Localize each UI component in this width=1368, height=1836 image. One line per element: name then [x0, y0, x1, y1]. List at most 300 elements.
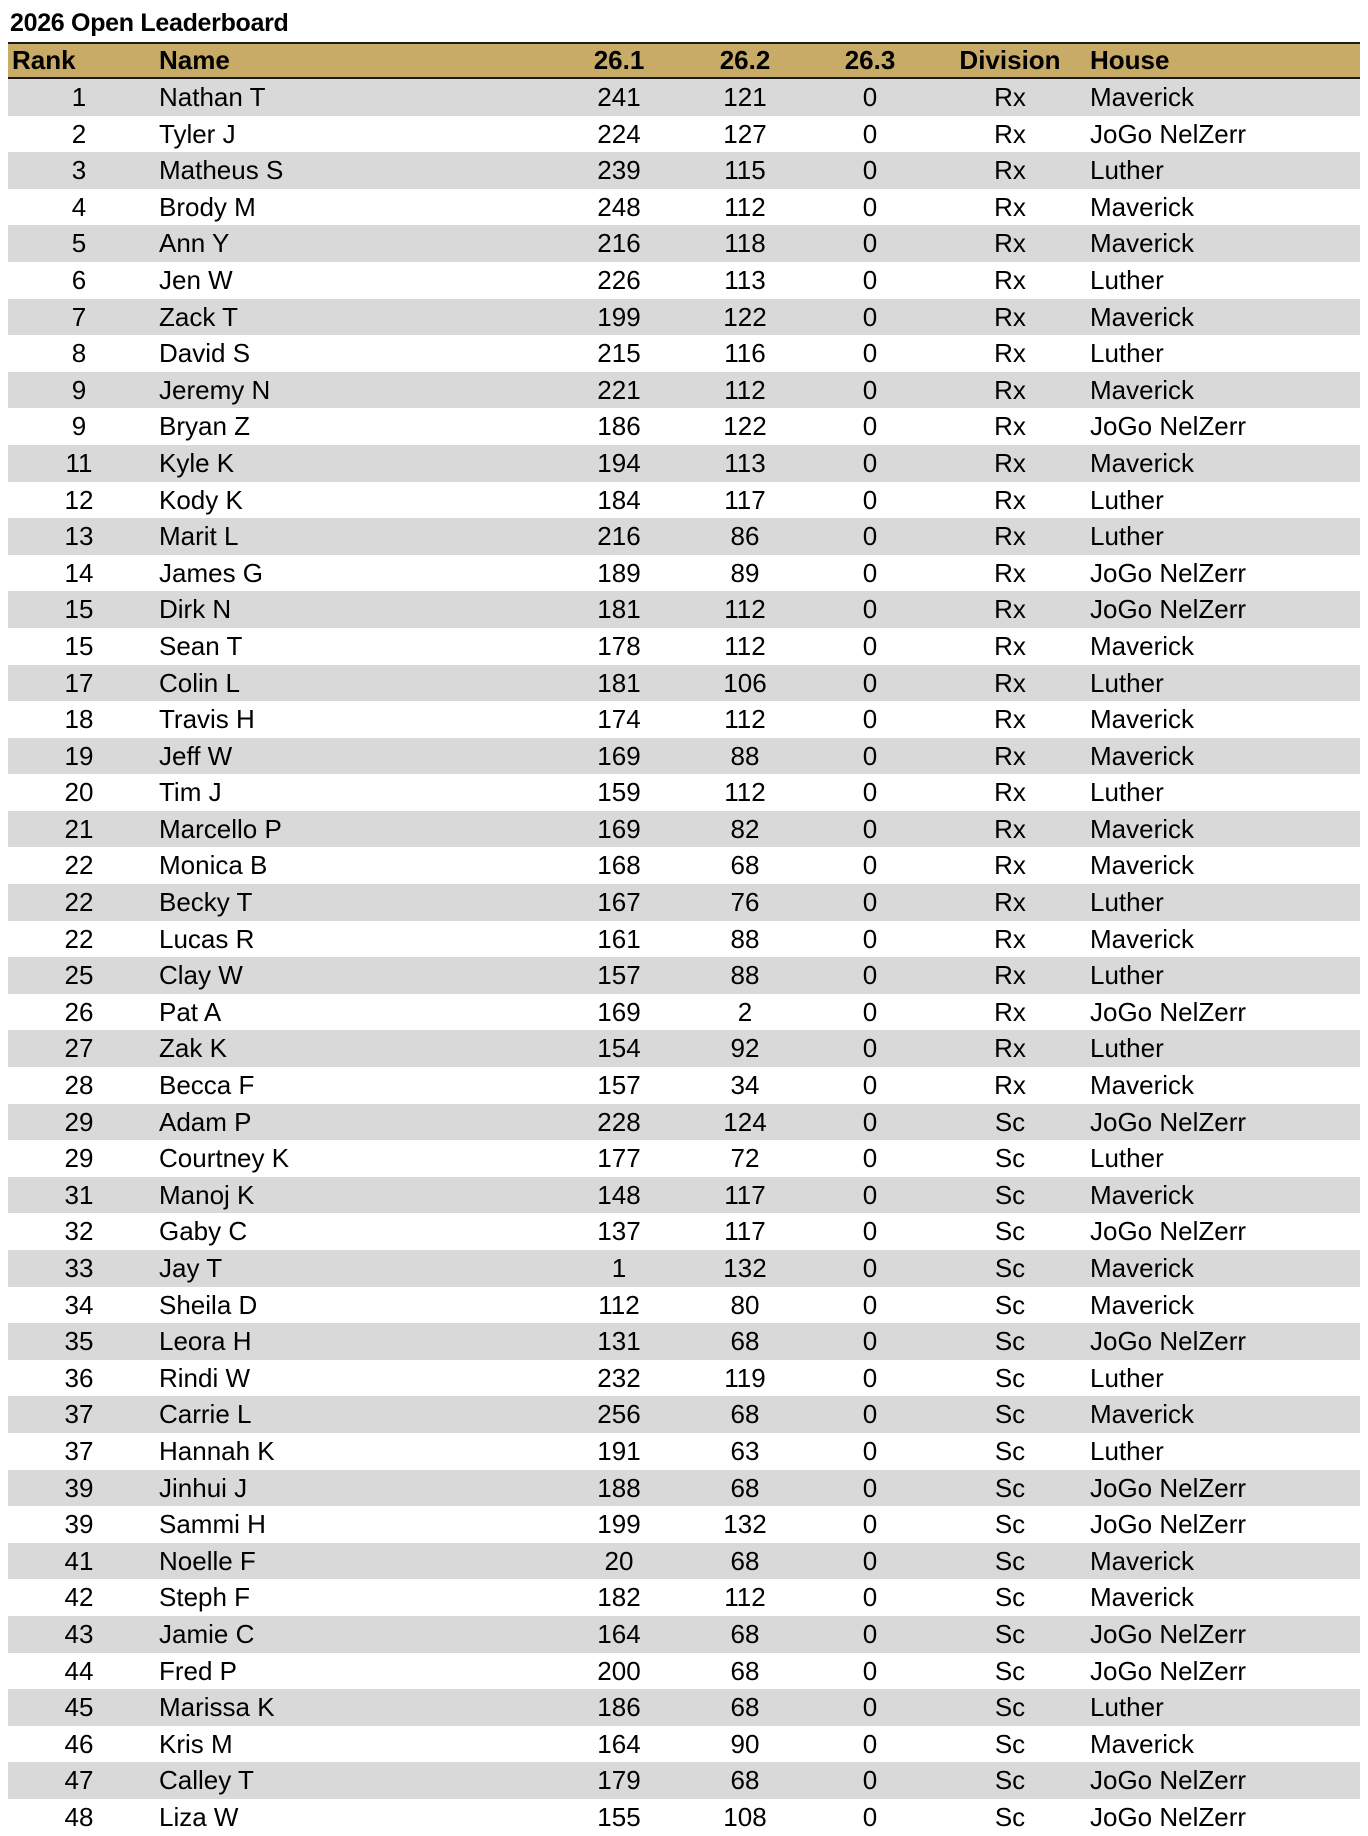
- house-cell: JoGo NelZerr: [1090, 1106, 1247, 1137]
- division-cell: Rx: [994, 813, 1026, 844]
- name-cell: Jeremy N: [159, 374, 271, 405]
- score-26-3-cell: 0: [862, 447, 878, 478]
- table-row[interactable]: [8, 555, 1360, 592]
- name-cell: Pat A: [159, 996, 222, 1027]
- name-cell: Brody M: [159, 191, 256, 222]
- score-26-1-cell: 216: [597, 521, 641, 552]
- house-cell: JoGo NelZerr: [1090, 557, 1247, 588]
- division-cell: Rx: [994, 228, 1026, 259]
- division-cell: Sc: [994, 1692, 1026, 1723]
- name-cell: Calley T: [159, 1765, 254, 1796]
- score-26-3-cell: 0: [862, 850, 878, 881]
- name-cell: Fred P: [159, 1655, 238, 1686]
- rank-cell: 13: [64, 521, 94, 552]
- score-26-1-cell: 228: [597, 1106, 641, 1137]
- house-cell: JoGo NelZerr: [1090, 1472, 1247, 1503]
- table-row[interactable]: [8, 701, 1360, 738]
- score-26-2-cell: 68: [730, 1399, 760, 1430]
- score-26-2-cell: 2: [737, 996, 753, 1027]
- table-row[interactable]: [8, 79, 1360, 116]
- table-row[interactable]: [8, 1104, 1360, 1141]
- score-26-1-cell: 131: [597, 1326, 641, 1357]
- score-26-1-cell: 112: [598, 1289, 640, 1320]
- rank-cell: 15: [64, 594, 94, 625]
- rank-cell: 37: [64, 1399, 94, 1430]
- score-26-2-cell: 88: [730, 923, 760, 954]
- score-26-2-cell: 68: [730, 850, 760, 881]
- score-26-3-cell: 0: [862, 1801, 878, 1832]
- house-cell: Maverick: [1090, 374, 1195, 405]
- house-cell: Maverick: [1090, 1289, 1195, 1320]
- name-cell: Travis H: [159, 704, 255, 735]
- score-26-2-cell: 68: [730, 1692, 760, 1723]
- score-26-2-cell: 132: [723, 1253, 767, 1283]
- score-26-1-cell: 167: [597, 887, 641, 918]
- rank-cell: 28: [64, 1070, 94, 1101]
- division-cell: Rx: [994, 374, 1026, 405]
- table-row[interactable]: [8, 1140, 1360, 1177]
- score-26-1-cell: 169: [597, 740, 641, 771]
- table-row[interactable]: [8, 884, 1360, 921]
- house-cell: Luther: [1090, 264, 1164, 295]
- table-row[interactable]: [8, 1689, 1360, 1726]
- table-row[interactable]: [8, 957, 1360, 994]
- score-26-2-cell: 118: [724, 228, 766, 259]
- table-row[interactable]: [8, 1250, 1360, 1287]
- score-26-3-cell: 0: [862, 1545, 878, 1576]
- table-row[interactable]: [8, 1799, 1360, 1836]
- name-cell: Marcello P: [159, 813, 282, 844]
- division-cell: Rx: [994, 1070, 1026, 1101]
- house-cell: Luther: [1090, 484, 1164, 515]
- division-cell: Rx: [994, 264, 1026, 295]
- score-26-2-cell: 117: [724, 1179, 766, 1210]
- score-26-2-cell: 117: [724, 484, 766, 515]
- score-26-3-cell: 0: [862, 191, 878, 222]
- score-26-2-cell: 68: [730, 1545, 760, 1576]
- score-26-3-cell: 0: [862, 1106, 878, 1137]
- name-cell: Liza W: [159, 1801, 239, 1832]
- score-26-1-cell: 177: [597, 1143, 641, 1174]
- rank-cell: 22: [64, 887, 94, 918]
- score-26-2-cell: 68: [730, 1472, 760, 1503]
- house-cell: Luther: [1090, 1033, 1164, 1064]
- score-26-3-cell: 0: [862, 1618, 878, 1649]
- rank-cell: 29: [64, 1143, 94, 1174]
- score-26-1-cell: 181: [597, 594, 641, 625]
- house-cell: Luther: [1090, 777, 1164, 808]
- table-row[interactable]: [8, 665, 1360, 702]
- score-26-2-cell: 89: [730, 557, 760, 588]
- score-26-1-cell: 199: [597, 301, 641, 332]
- table-row[interactable]: [8, 1616, 1360, 1653]
- score-26-1-cell: 239: [597, 155, 641, 186]
- rank-cell: 43: [64, 1618, 94, 1649]
- table-row[interactable]: [8, 847, 1360, 884]
- rank-cell: 32: [64, 1216, 94, 1247]
- name-cell: Jamie C: [159, 1618, 255, 1649]
- score-26-1-cell: 200: [597, 1655, 641, 1686]
- house-cell: Maverick: [1090, 1399, 1195, 1430]
- score-26-3-cell: 0: [862, 155, 878, 186]
- division-cell: Rx: [994, 740, 1026, 771]
- rank-cell: 3: [71, 155, 87, 186]
- score-26-2-cell: 88: [730, 960, 760, 991]
- division-cell: Rx: [994, 301, 1026, 332]
- rank-cell: 20: [64, 777, 94, 808]
- score-26-1-cell: 20: [604, 1545, 634, 1576]
- house-cell: Maverick: [1090, 1582, 1195, 1613]
- house-cell: Maverick: [1090, 191, 1195, 222]
- score-26-3-cell: 0: [862, 484, 878, 515]
- score-26-3-cell: 0: [862, 1692, 878, 1723]
- table-row[interactable]: [8, 1726, 1360, 1763]
- score-26-3-cell: 0: [862, 1253, 878, 1283]
- house-cell: Maverick: [1090, 301, 1195, 332]
- score-26-1-cell: 194: [597, 447, 641, 478]
- score-26-3-cell: 0: [862, 228, 878, 259]
- rank-cell: 5: [71, 228, 87, 259]
- score-26-3-cell: 0: [862, 1655, 878, 1686]
- score-26-3-cell: 0: [862, 1582, 878, 1613]
- name-cell: David S: [159, 338, 251, 369]
- score-26-3-cell: 0: [862, 118, 878, 149]
- table-row[interactable]: [8, 1177, 1360, 1214]
- house-cell: JoGo NelZerr: [1090, 118, 1247, 149]
- score-26-1-cell: 161: [597, 923, 641, 954]
- score-26-3-cell: 0: [862, 1399, 878, 1430]
- division-cell: Rx: [994, 630, 1026, 661]
- score-26-2-cell: 63: [730, 1435, 760, 1466]
- rank-cell: 39: [64, 1472, 94, 1503]
- division-cell: Sc: [994, 1545, 1026, 1576]
- table-row[interactable]: [8, 262, 1360, 299]
- rank-cell: 44: [64, 1655, 94, 1686]
- rank-cell: 31: [64, 1179, 94, 1210]
- score-26-3-cell: 0: [862, 1472, 878, 1503]
- name-cell: Adam P: [159, 1106, 252, 1137]
- score-26-2-cell: 112: [724, 594, 766, 625]
- rank-cell: 1: [71, 82, 87, 112]
- division-cell: Rx: [994, 667, 1026, 698]
- name-cell: Marissa K: [159, 1692, 275, 1723]
- table-row[interactable]: [8, 299, 1360, 336]
- score-26-3-cell: 0: [862, 1435, 878, 1466]
- division-cell: Sc: [994, 1765, 1026, 1796]
- table-row[interactable]: [8, 1396, 1360, 1433]
- score-26-1-cell: 224: [597, 118, 641, 149]
- division-cell: Sc: [994, 1801, 1026, 1832]
- score-26-1-cell: 155: [597, 1801, 641, 1832]
- score-26-3-cell: 0: [862, 264, 878, 295]
- score-26-1-cell: 232: [597, 1362, 641, 1393]
- table-row[interactable]: [8, 1433, 1360, 1470]
- name-cell: Courtney K: [159, 1143, 290, 1174]
- name-cell: Jen W: [159, 264, 233, 295]
- rank-cell: 22: [64, 850, 94, 881]
- division-cell: Rx: [994, 777, 1026, 808]
- table-row[interactable]: [8, 408, 1360, 445]
- table-row[interactable]: [8, 774, 1360, 811]
- score-26-3-cell: 0: [862, 594, 878, 625]
- table-row[interactable]: [8, 1067, 1360, 1104]
- division-cell: Rx: [994, 338, 1026, 369]
- score-26-2-cell: 34: [730, 1070, 760, 1101]
- score-26-1-cell: 164: [597, 1728, 641, 1759]
- table-row[interactable]: [8, 225, 1360, 262]
- table-row[interactable]: [8, 1543, 1360, 1580]
- table-row[interactable]: [8, 1470, 1360, 1507]
- rank-cell: 27: [64, 1033, 94, 1064]
- table-row[interactable]: [8, 738, 1360, 775]
- table-row[interactable]: [8, 921, 1360, 958]
- house-cell: Luther: [1090, 521, 1164, 552]
- table-body: [8, 79, 1360, 1836]
- score-26-2-cell: 113: [724, 447, 766, 478]
- name-cell: Sammi H: [159, 1509, 266, 1540]
- division-cell: Sc: [994, 1216, 1026, 1247]
- score-26-3-cell: 0: [862, 1033, 878, 1064]
- rank-cell: 6: [71, 264, 87, 295]
- name-cell: Rindi W: [159, 1362, 251, 1393]
- house-cell: Maverick: [1090, 704, 1195, 735]
- score-26-3-cell: 0: [862, 960, 878, 991]
- house-cell: Luther: [1090, 338, 1164, 369]
- score-26-2-cell: 122: [723, 411, 767, 442]
- rank-cell: 9: [71, 411, 87, 442]
- score-26-1-cell: 186: [597, 411, 641, 442]
- score-26-1-cell: 174: [597, 704, 641, 735]
- score-26-1-cell: 157: [597, 960, 641, 991]
- name-cell: Bryan Z: [159, 411, 251, 442]
- score-26-1-cell: 189: [597, 557, 641, 588]
- score-26-1-cell: 221: [597, 374, 641, 405]
- house-cell: Maverick: [1090, 82, 1195, 112]
- division-cell: Sc: [994, 1143, 1026, 1174]
- score-26-2-cell: 117: [724, 1216, 766, 1247]
- division-cell: Rx: [994, 594, 1026, 625]
- score-26-2-cell: 90: [730, 1728, 760, 1759]
- table-row[interactable]: [8, 116, 1360, 153]
- rank-cell: 39: [64, 1509, 94, 1540]
- division-cell: Sc: [994, 1326, 1026, 1357]
- division-cell: Sc: [994, 1399, 1026, 1430]
- rank-cell: 12: [64, 484, 94, 515]
- division-cell: Rx: [994, 704, 1026, 735]
- score-26-3-cell: 0: [862, 411, 878, 442]
- score-26-3-cell: 0: [862, 1216, 878, 1247]
- score-26-2-cell: 121: [723, 82, 767, 112]
- score-26-1-cell: 159: [597, 777, 641, 808]
- house-cell: Luther: [1090, 887, 1164, 918]
- score-26-1-cell: 182: [597, 1582, 641, 1613]
- table-row[interactable]: [8, 445, 1360, 482]
- house-cell: JoGo NelZerr: [1090, 996, 1247, 1027]
- page-title: 2026 Open Leaderboard: [10, 9, 289, 37]
- division-cell: Sc: [994, 1472, 1026, 1503]
- score-26-1-cell: 178: [597, 630, 641, 661]
- score-26-2-cell: 72: [730, 1143, 760, 1174]
- division-cell: Rx: [994, 447, 1026, 478]
- rank-cell: 37: [64, 1435, 94, 1466]
- score-26-1-cell: 169: [597, 996, 641, 1027]
- table-row[interactable]: [8, 811, 1360, 848]
- table-row[interactable]: [8, 152, 1360, 189]
- name-cell: Becca F: [159, 1070, 255, 1101]
- table-row[interactable]: [8, 335, 1360, 372]
- rank-cell: 2: [71, 118, 87, 149]
- name-cell: Tim J: [159, 777, 222, 808]
- house-cell: Maverick: [1090, 923, 1195, 954]
- name-cell: Gaby C: [159, 1216, 248, 1247]
- name-cell: Steph F: [159, 1582, 251, 1613]
- score-26-3-cell: 0: [862, 1143, 878, 1174]
- name-cell: Marit L: [159, 521, 239, 552]
- rank-cell: 15: [64, 630, 94, 661]
- rank-cell: 48: [64, 1801, 94, 1832]
- name-cell: Nathan T: [159, 82, 266, 112]
- name-cell: Jay T: [159, 1253, 223, 1283]
- score-26-3-cell: 0: [862, 813, 878, 844]
- rank-cell: 9: [71, 374, 87, 405]
- score-26-3-cell: 0: [862, 1765, 878, 1796]
- rank-cell: 45: [64, 1692, 94, 1723]
- score-26-1-cell: 215: [597, 338, 641, 369]
- score-26-2-cell: 86: [730, 521, 760, 552]
- name-cell: Zak K: [159, 1033, 227, 1064]
- rank-cell: 29: [64, 1106, 94, 1137]
- table-row[interactable]: [8, 1762, 1360, 1799]
- rank-cell: 41: [64, 1545, 94, 1576]
- score-26-2-cell: 68: [730, 1326, 760, 1357]
- column-header-26-1[interactable]: 26.1: [593, 45, 645, 75]
- rank-cell: 35: [64, 1326, 94, 1357]
- name-cell: Jinhui J: [159, 1472, 248, 1503]
- table-row[interactable]: [8, 1030, 1360, 1067]
- name-cell: Sheila D: [159, 1289, 258, 1320]
- column-header-house[interactable]: House: [1090, 45, 1170, 75]
- score-26-2-cell: 127: [723, 118, 767, 149]
- score-26-1-cell: 137: [597, 1216, 641, 1247]
- house-cell: Luther: [1090, 1143, 1164, 1174]
- score-26-1-cell: 188: [597, 1472, 641, 1503]
- score-26-3-cell: 0: [862, 82, 878, 112]
- table-row[interactable]: [8, 628, 1360, 665]
- division-cell: Rx: [994, 191, 1026, 222]
- name-cell: Kris M: [159, 1728, 233, 1759]
- division-cell: Rx: [994, 557, 1026, 588]
- division-cell: Sc: [994, 1582, 1026, 1613]
- division-cell: Rx: [994, 521, 1026, 552]
- name-cell: Ann Y: [159, 228, 230, 259]
- column-header-26-3[interactable]: 26.3: [844, 45, 896, 75]
- name-cell: Tyler J: [159, 118, 236, 149]
- division-cell: Rx: [994, 887, 1026, 918]
- score-26-3-cell: 0: [862, 557, 878, 588]
- score-26-1-cell: 186: [597, 1692, 641, 1723]
- house-cell: Maverick: [1090, 447, 1195, 478]
- score-26-2-cell: 106: [723, 667, 767, 698]
- house-cell: JoGo NelZerr: [1090, 1765, 1247, 1796]
- rank-cell: 4: [71, 191, 87, 222]
- score-26-3-cell: 0: [862, 777, 878, 808]
- score-26-2-cell: 112: [724, 374, 766, 405]
- name-cell: Dirk N: [159, 594, 232, 625]
- division-cell: Sc: [994, 1362, 1026, 1393]
- table-row[interactable]: [8, 1213, 1360, 1250]
- table-row[interactable]: [8, 1579, 1360, 1616]
- score-26-1-cell: 179: [597, 1765, 641, 1796]
- house-cell: Luther: [1090, 1692, 1164, 1723]
- column-header-name[interactable]: Name: [159, 45, 230, 75]
- score-26-2-cell: 119: [724, 1362, 766, 1393]
- table-row[interactable]: [8, 1653, 1360, 1690]
- score-26-2-cell: 68: [730, 1655, 760, 1686]
- table-row[interactable]: [8, 591, 1360, 628]
- table-row[interactable]: [8, 1323, 1360, 1360]
- rank-cell: 7: [71, 301, 87, 332]
- table-row[interactable]: [8, 372, 1360, 409]
- score-26-2-cell: 116: [724, 338, 766, 369]
- division-cell: Sc: [994, 1289, 1026, 1320]
- house-cell: JoGo NelZerr: [1090, 1326, 1247, 1357]
- table-row[interactable]: [8, 189, 1360, 226]
- division-cell: Rx: [994, 850, 1026, 881]
- score-26-3-cell: 0: [862, 1509, 878, 1540]
- score-26-1-cell: 256: [597, 1399, 641, 1430]
- rank-cell: 25: [64, 960, 94, 991]
- house-cell: Maverick: [1090, 1179, 1195, 1210]
- table-row[interactable]: [8, 1506, 1360, 1543]
- name-cell: Kody K: [159, 484, 243, 515]
- rank-cell: 22: [64, 923, 94, 954]
- rank-cell: 26: [64, 996, 94, 1027]
- table-row[interactable]: [8, 1287, 1360, 1324]
- table-row[interactable]: [8, 994, 1360, 1031]
- table-row[interactable]: [8, 518, 1360, 555]
- score-26-2-cell: 80: [730, 1289, 760, 1320]
- name-cell: Zack T: [159, 301, 238, 332]
- score-26-3-cell: 0: [862, 1326, 878, 1357]
- division-cell: Sc: [994, 1655, 1026, 1686]
- rank-cell: 14: [64, 557, 94, 588]
- score-26-3-cell: 0: [862, 740, 878, 771]
- score-26-2-cell: 76: [730, 887, 760, 918]
- house-cell: JoGo NelZerr: [1090, 1509, 1247, 1540]
- table-row[interactable]: [8, 482, 1360, 519]
- score-26-2-cell: 92: [730, 1033, 760, 1064]
- column-header-rank[interactable]: Rank: [12, 45, 76, 75]
- name-cell: Monica B: [159, 850, 268, 881]
- house-cell: JoGo NelZerr: [1090, 594, 1247, 625]
- table-row[interactable]: [8, 1360, 1360, 1397]
- score-26-2-cell: 112: [724, 777, 766, 808]
- score-26-3-cell: 0: [862, 996, 878, 1027]
- house-cell: Maverick: [1090, 740, 1195, 771]
- name-cell: Lucas R: [159, 923, 255, 954]
- house-cell: Luther: [1090, 1362, 1164, 1393]
- score-26-1-cell: 148: [597, 1179, 641, 1210]
- rank-cell: 36: [64, 1362, 94, 1393]
- name-cell: Sean T: [159, 630, 243, 661]
- division-cell: Sc: [994, 1435, 1026, 1466]
- division-cell: Rx: [994, 1033, 1026, 1064]
- column-header-division[interactable]: Division: [959, 45, 1061, 75]
- division-cell: Sc: [994, 1618, 1026, 1649]
- column-header-26-2[interactable]: 26.2: [719, 45, 771, 75]
- house-cell: Luther: [1090, 1435, 1164, 1466]
- score-26-1-cell: 199: [597, 1509, 641, 1540]
